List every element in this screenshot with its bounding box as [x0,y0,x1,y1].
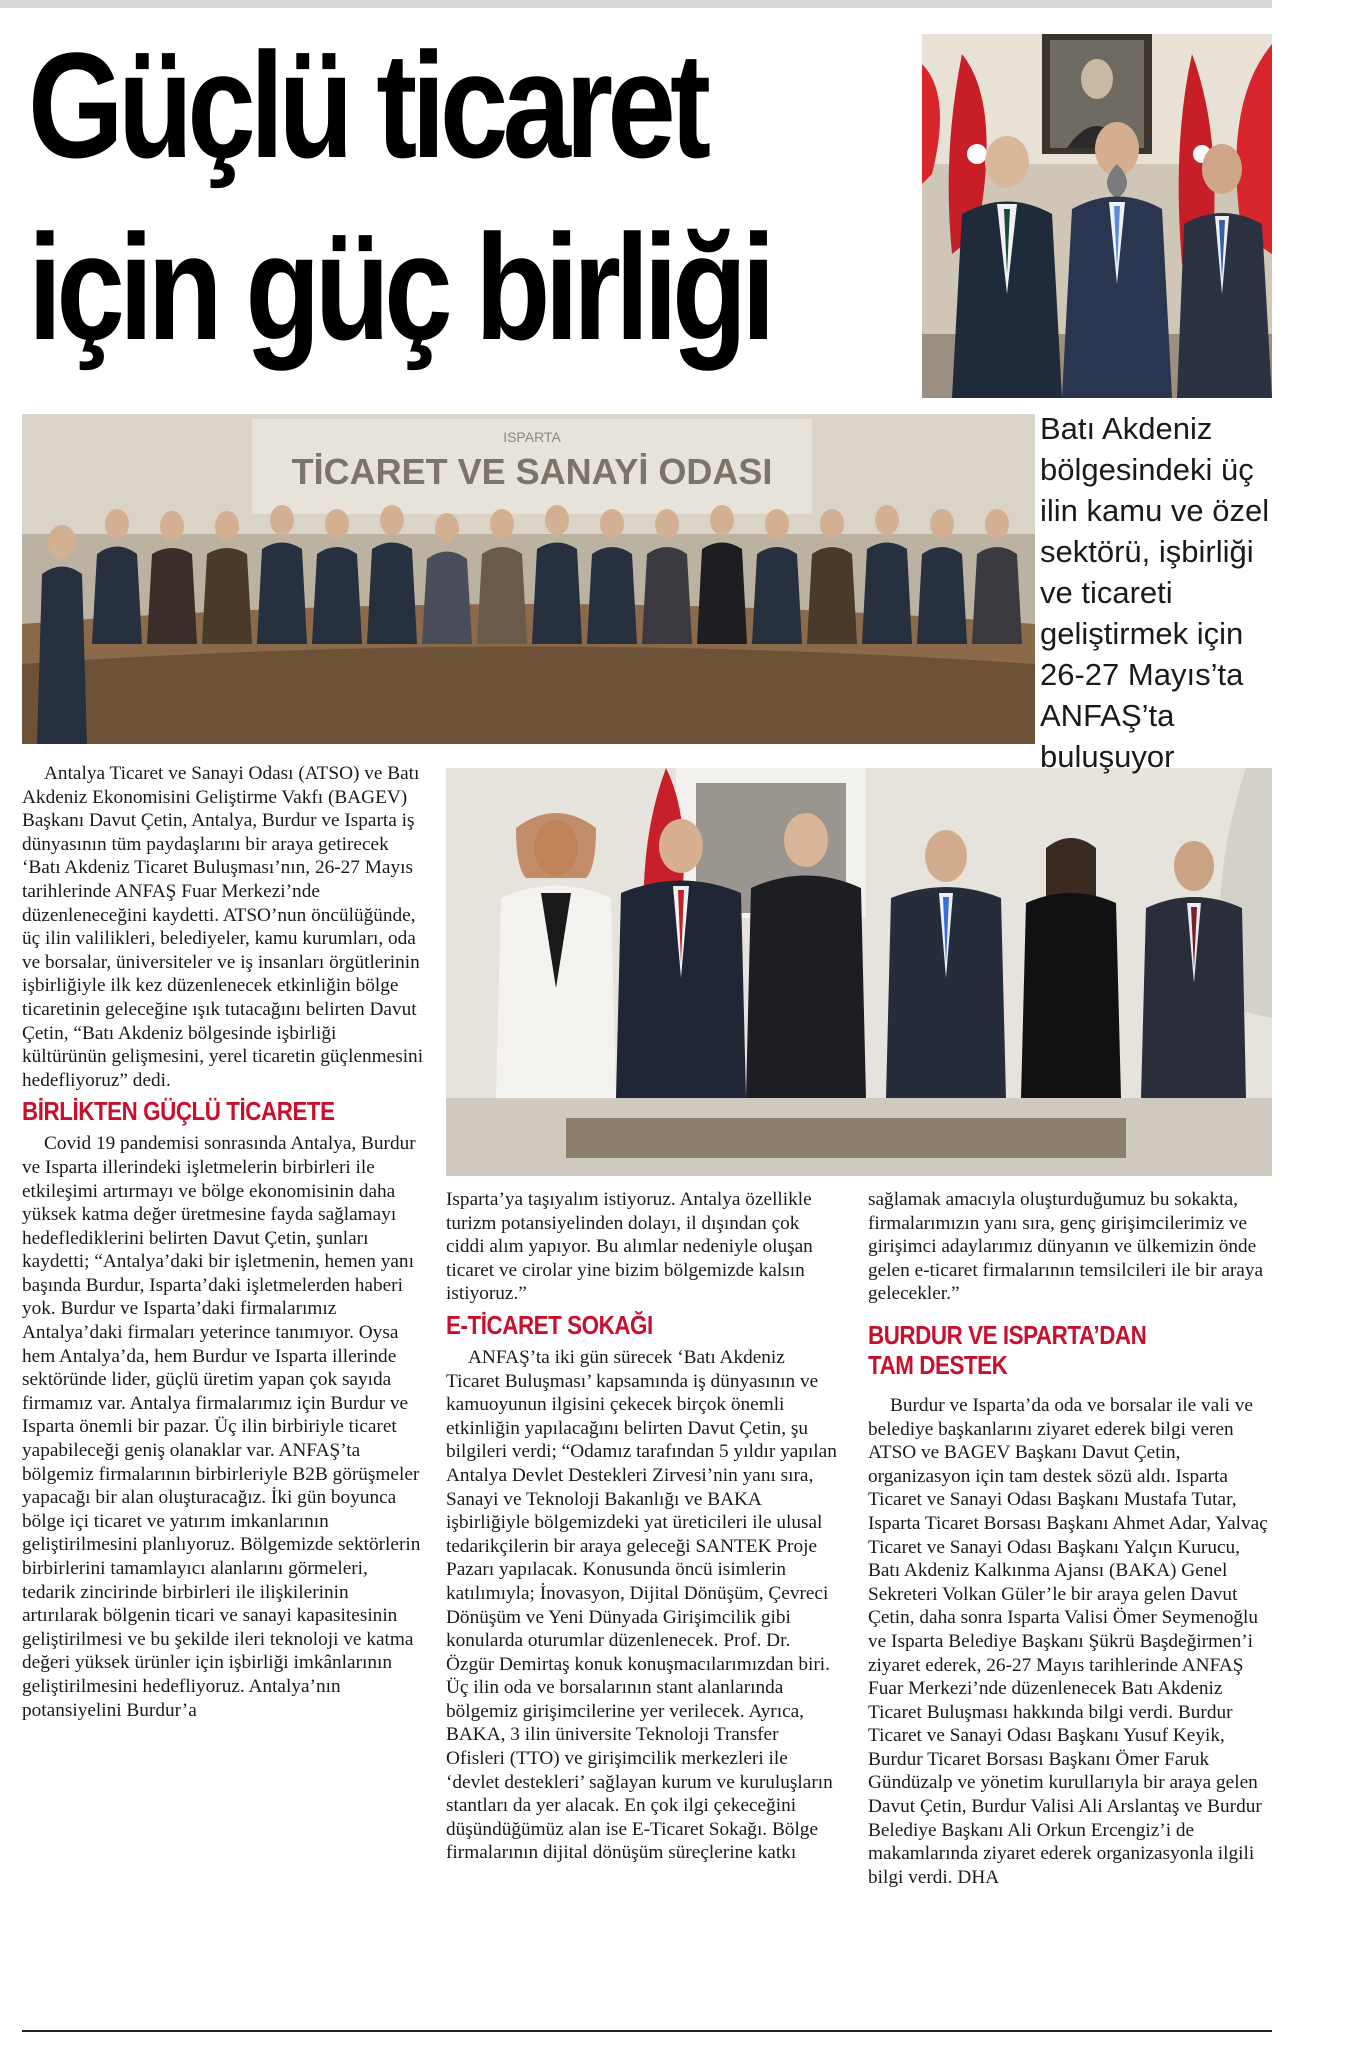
top-border-bar [0,0,1272,8]
chamber-sign-top: ISPARTA [503,429,561,445]
headline-line-1: Güçlü ticaret [28,21,706,189]
article-column-1 [22,762,424,1722]
section-title-birlikten: BİRLİKTEN GÜÇLÜ TİCARETE [22,1096,335,1127]
article-continuation-paragraph: Isparta’ya taşıyalım istiyoruz. Antalya özellikle turizm potansiyelinden dolayı, il dışından çok ciddi alım yapıyor. Bu alımlar nedeniyle oluşan ticaret ve cirolar yine bizim bölgemizde kalsın istiyoruz.” [446,1189,813,1305]
article-intro-paragraph: Antalya Ticaret ve Sanayi Odası (ATSO) ve Batı Akdeniz Ekonomisini Geliştirme Vakfı (BAGEV) Başkanı Davut Çetin, Antalya, Burdur ve Isparta iş dünyasının tüm paydaşlarını bir araya getirecek ‘Batı Akdeniz Ticaret Buluşması’nın, 26-27 Mayıs tarihlerinde ANFAŞ Fuar Merkezi’nde düzenleneceğini kaydetti. ATSO’nun öncülüğünde, üç ilin valilikleri, belediyeler, kamu kurumları, oda ve borsalar, üniversiteler ve iş insanları örgütlerinin işbirliğiyle ilk kez düzenlenecek etkinliğin bölge ticaretinin geleceğine ışık tutacağını belirten Davut Çetin, “Batı Akdeniz bölgesinde işbirliği kültürünün gelişmesini, yerel ticaretin güçlenmesini hedefliyoruz” dedi. [22,763,424,1091]
section-title-line-1: BURDUR VE ISPARTA’DAN [868,1319,1147,1350]
section-title-burdur-isparta [868,1320,1215,1380]
photo-officials-with-flags [922,34,1272,398]
section-title-e-ticaret: E-TİCARET SOKAĞI [446,1309,653,1340]
article-paragraph: ANFAŞ’ta iki gün sürecek ‘Batı Akdeniz Ticaret Buluşması’ kapsamında iş dünyasının ve kamuoyunun ilgisini çekecek birçok önemli etkinliğin yapılacağını belirten Davut Çetin, şu bilgileri verdi; “Odamız tarafından 5 yıldır yapılan Antalya Devlet Destekleri Zirvesi’nin yanı sıra, Sanayi ve Teknoloji Bakanlığı ve BAKA işbirliğiyle bölgemizdeki yat üreticileri ile ulusal tedarikçilerin bir araya geleceği SANTEK Proje Pazarı yapılacak. Konusunda öncü isimlerin katılımıyla; İnovasyon, Dijital Dönüşüm, Çevreci Dönüşüm ve Yeni Dünyada Girişimcilik gibi konularda oturumlar düzenlenecek. Prof. Dr. Özgür Demirtaş konuk konuşmacılarımızdan biri. Üç ilin oda ve borsalarının stant alanlarında bölgemiz girişimcilerine yer verilecek. Ayrıca, BAKA, 3 ilin üniversite Teknoloji Transfer Ofisleri (TTO) ve girişimcilik merkezleri ile ‘devlet destekleri’ sağlayan kurum ve kuruluşların stantları da yer alacak. En çok ilgi çekeceğini düşündüğümüz alan ise E-Ticaret Sokağı. Bölge firmalarının dijital dönüşüm süreçlerine katkı [446,1346,837,1864]
headline [28,14,770,378]
photo-group-six-people [446,768,1272,1176]
article-column-3 [868,1188,1272,1889]
article-continuation-paragraph: sağlamak amacıyla oluşturduğumuz bu sokakta, firmalarımızın yanı sıra, genç girişimcilerimiz ve girişimci adaylarımız dünyanın ve ülkemizin önde gelen e-ticaret firmalarının temsilcileri ile bir araya gelecekler.” [868,1189,1264,1305]
subheadline: Batı Akdeniz bölgesindeki üç ilin kamu ve özel sektörü, işbirliği ve ticareti geliştirmek için 26-27 Mayıs’ta ANFAŞ’ta buluşuyor [1040,411,1270,774]
bottom-rule [22,2030,1272,2032]
article-column-2 [446,1188,842,1865]
section-title-line-2: TAM DESTEK [868,1349,1008,1380]
photo-group-isparta-chamber [22,414,1035,744]
article-paragraph: Burdur ve Isparta’da oda ve borsalar ile vali ve belediye başkanlarını ziyaret ederek bilgi veren ATSO ve BAGEV Başkanı Davut Çetin, organizasyon için tam destek sözü aldı. Isparta Ticaret ve Sanayi Odası Başkanı Mustafa Tutar, Isparta Ticaret Borsası Başkanı Ahmet Adar, Yalvaç Ticaret ve Sanayi Odası Başkanı Yalçın Kurucu, Batı Akdeniz Kalkınma Ajansı (BAKA) Genel Sekreteri Volkan Güler’le bir araya gelen Davut Çetin, daha sonra Isparta Valisi Ömer Seymenoğlu ve Isparta Belediye Başkanı Şükrü Başdeğirmen’i ziyaret ederek, 26-27 Mayıs tarihlerinde ANFAŞ Fuar Merkezi’nde düzenlenecek Batı Akdeniz Ticaret Buluşması hakkında bilgi verdi. Burdur Ticaret ve Sanayi Odası Başkanı Yusuf Keyik, Burdur Ticaret Borsası Başkanı Ömer Faruk Gündüzalp ve yönetim kurullarıyla bir araya gelen Davut Çetin, Burdur Valisi Ali Arslantaş ve Burdur Belediye Başkanı Ali Orkun Ercengiz’i de makamlarında ziyaret ederek organizasyonla ilgili bilgi verdi. DHA [868,1394,1268,1888]
article-paragraph: Covid 19 pandemisi sonrasında Antalya, Burdur ve Isparta illerindeki işletmelerin birbirleri ile etkileşimi artırmayı ve bölge ekonomisinin daha yüksek katma değer üretmesine fayda sağlamayı hedeflediklerini belirten Davut Çetin, şunları kaydetti; “Antalya’daki bir işletmenin, hemen yanı başında Burdur, Isparta’daki işletmelerden haberi yok. Burdur ve Isparta’daki firmalarımız Antalya’daki firmaları yeterince tanımıyor. Oysa hem Antalya’da, hem Burdur ve Isparta illerinde sektöründe lider, güçlü üretim yapan çok sayıda firmamız var. Antalya firmalarımız için Burdur ve Isparta önemli bir pazar. Üç ilin birbiriyle ticaret yapabileceği geniş olanaklar var. ANFAŞ’ta bölgemiz firmalarının birbirleriyle B2B görüşmeler yapacağı bir alan oluşturacağız. İki gün boyunca bölge içi ticaret ve yatırım imkanlarının geliştirilmesini planlıyoruz. Bölgemizde sektörlerin birbirlerini tamamlayıcı alanlarını görmeleri, tedarik zincirinde birbirleri ile ilişkilerinin artırılarak bölgenin ticari ve sanayi kapasitesinin geliştirilmesi ve bu şekilde ileri teknoloji ve katma değeri yüksek ürünler için işbirliği imkânlarının geliştirilmesini hedefliyoruz. Antalya’nın potansiyelini Burdur’a [22,1133,421,1721]
headline-line-2: için güç birliği [28,203,770,371]
chamber-sign: TİCARET VE SANAYİ ODASI [291,451,773,492]
